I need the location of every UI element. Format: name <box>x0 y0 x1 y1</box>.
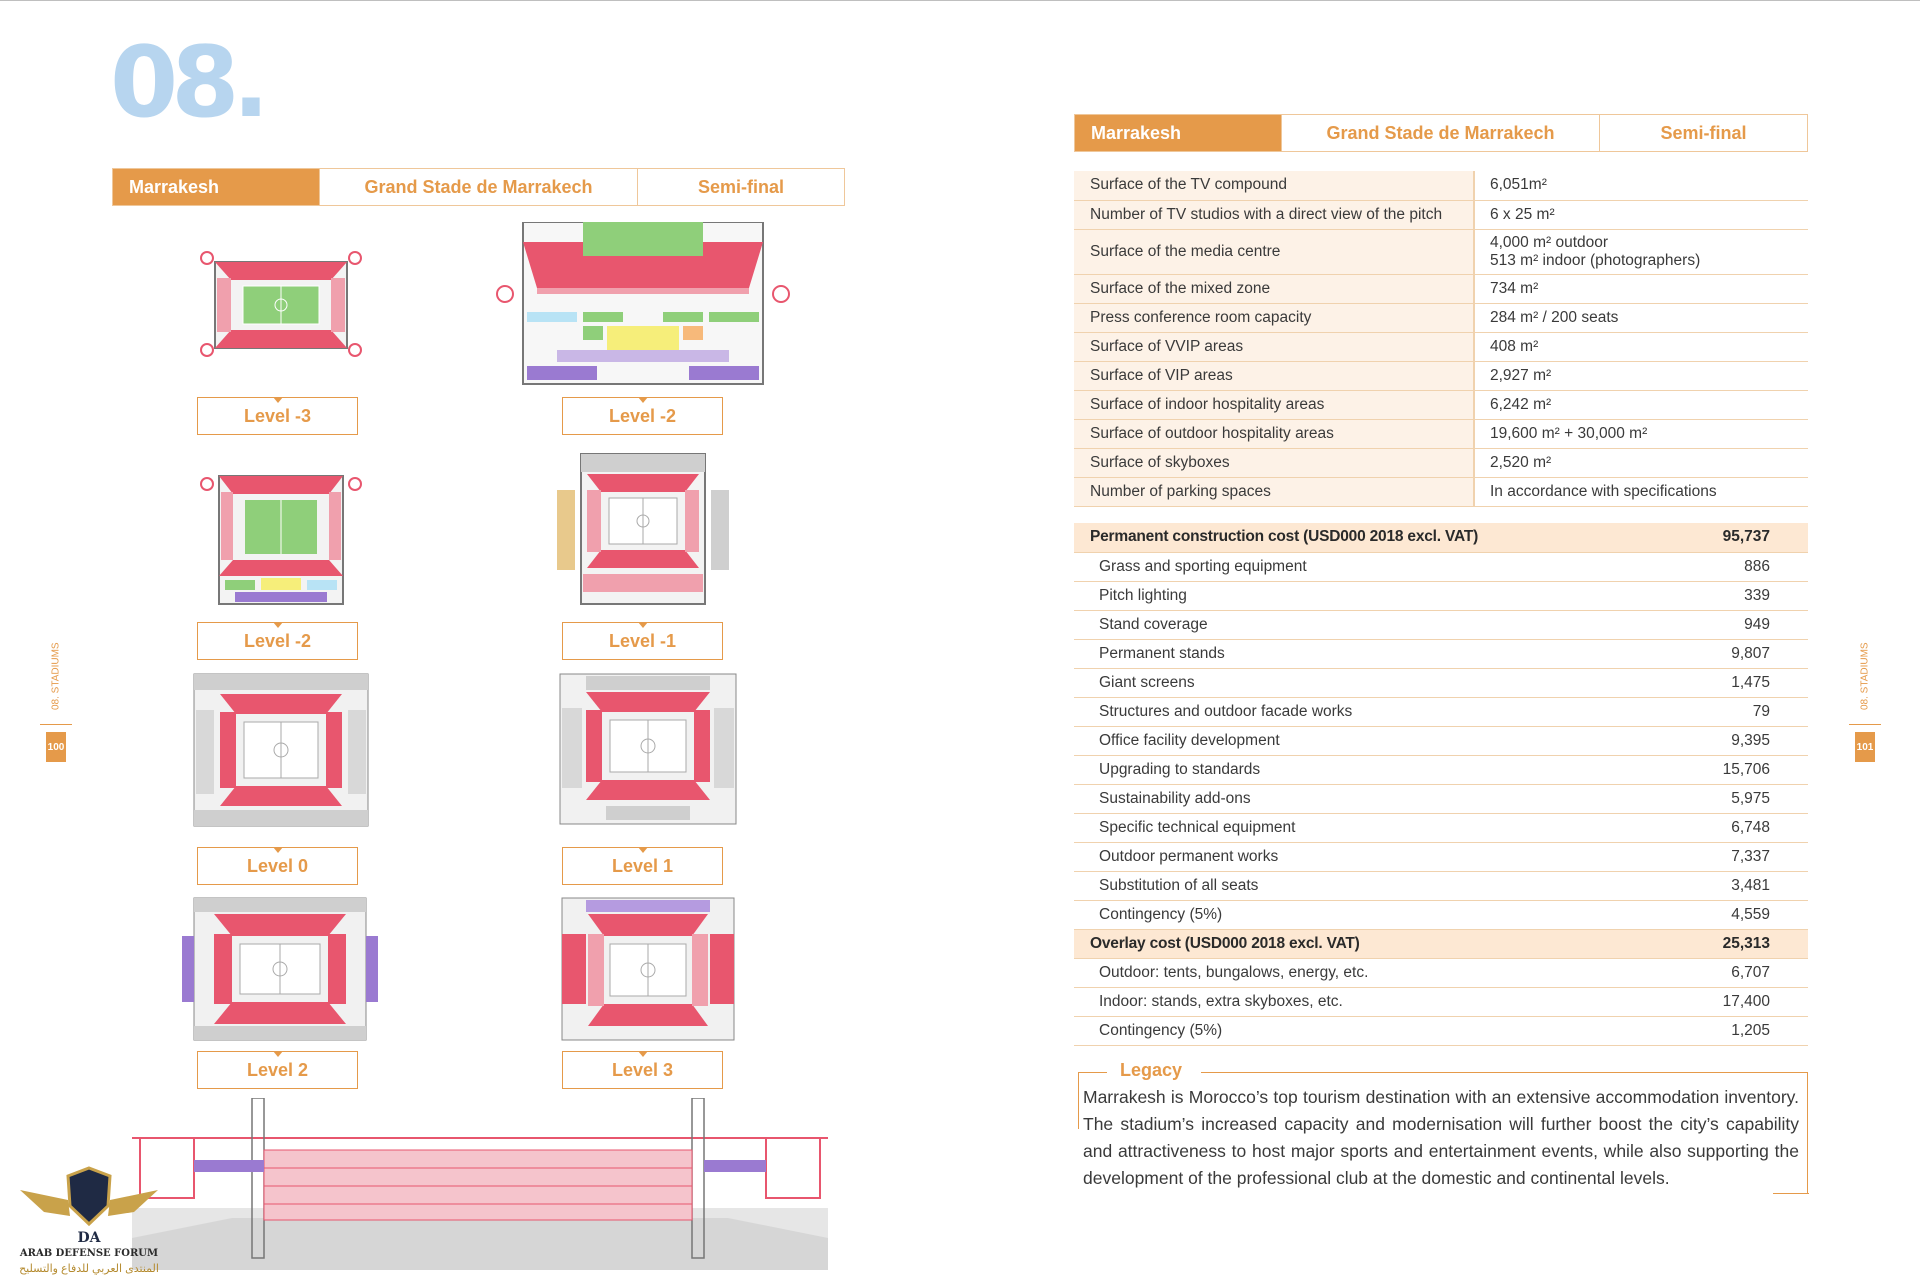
top-rule <box>0 0 1920 1</box>
header-stadium: Grand Stade de Marrakech <box>1281 115 1599 151</box>
cost-label: Permanent construction cost (USD000 2018 excl. VAT) <box>1074 523 1680 552</box>
table-row <box>1074 477 1808 506</box>
plan-level-m2-large <box>487 222 799 388</box>
side-label: 08. STADIUMS <box>50 642 62 710</box>
logo-name: ARAB DEFENSE FORUM <box>19 1248 159 1259</box>
table-row <box>1074 303 1808 332</box>
level-label: Level -2 <box>562 397 723 435</box>
cost-row <box>1074 639 1808 668</box>
row-label: Surface of VVIP areas <box>1074 332 1474 361</box>
row-label: Number of TV studios with a direct view of the pitch <box>1074 200 1474 229</box>
cost-row <box>1074 958 1808 987</box>
row-label: Surface of VIP areas <box>1074 361 1474 390</box>
row-value: 6,051m² <box>1474 171 1808 200</box>
cost-row <box>1074 697 1808 726</box>
cost-label: Outdoor permanent works <box>1074 842 1680 871</box>
row-value-line: 513 m² indoor (photographers) <box>1490 251 1701 269</box>
cost-value: 6,748 <box>1680 813 1808 842</box>
cost-row <box>1074 726 1808 755</box>
level-label: Level 1 <box>562 847 723 885</box>
level-label: Level 0 <box>197 847 358 885</box>
table-row <box>1074 229 1808 274</box>
plan-level-m1 <box>553 450 739 610</box>
cost-value: 886 <box>1680 552 1808 581</box>
row-value: 408 m² <box>1474 332 1808 361</box>
plan-level-0 <box>190 670 372 830</box>
row-label: Surface of the mixed zone <box>1074 274 1474 303</box>
cost-row <box>1074 552 1808 581</box>
row-value: 2,520 m² <box>1474 448 1808 477</box>
table-row <box>1074 390 1808 419</box>
cost-row <box>1074 1016 1808 1045</box>
row-label: Press conference room capacity <box>1074 303 1474 332</box>
cost-label: Contingency (5%) <box>1074 1016 1680 1045</box>
cost-label: Giant screens <box>1074 668 1680 697</box>
cost-row <box>1074 842 1808 871</box>
cost-label: Office facility development <box>1074 726 1680 755</box>
cost-label: Upgrading to standards <box>1074 755 1680 784</box>
row-label: Surface of the media centre <box>1074 229 1474 274</box>
cost-row <box>1074 610 1808 639</box>
cost-row <box>1074 987 1808 1016</box>
plan-level-m2-small <box>195 456 367 610</box>
cost-label: Outdoor: tents, bungalows, energy, etc. <box>1074 958 1680 987</box>
cost-label: Structures and outdoor facade works <box>1074 697 1680 726</box>
cost-label: Stand coverage <box>1074 610 1680 639</box>
header-city: Marrakesh <box>113 169 319 205</box>
row-label: Surface of indoor hospitality areas <box>1074 390 1474 419</box>
table-row <box>1074 448 1808 477</box>
cost-value: 9,395 <box>1680 726 1808 755</box>
cost-total-row <box>1074 523 1808 552</box>
cost-value: 79 <box>1680 697 1808 726</box>
header-stage: Semi-final <box>637 169 844 205</box>
eagle-shield-icon <box>14 1160 164 1246</box>
side-label: 08. STADIUMS <box>1859 642 1871 710</box>
level-label: Level 2 <box>197 1051 358 1089</box>
cost-value: 339 <box>1680 581 1808 610</box>
row-value-line: 4,000 m² outdoor <box>1490 233 1609 251</box>
cost-label: Contingency (5%) <box>1074 900 1680 929</box>
row-value: 2,927 m² <box>1474 361 1808 390</box>
cost-value: 95,737 <box>1680 523 1808 552</box>
cost-row <box>1074 668 1808 697</box>
table-row <box>1074 200 1808 229</box>
row-value: 19,600 m² + 30,000 m² <box>1474 419 1808 448</box>
watermark-logo <box>14 1160 164 1280</box>
row-label: Surface of outdoor hospitality areas <box>1074 419 1474 448</box>
stadium-section-view <box>132 1098 828 1270</box>
cost-value: 25,313 <box>1680 929 1808 958</box>
table-row <box>1074 332 1808 361</box>
cost-value: 4,559 <box>1680 900 1808 929</box>
level-label: Level -3 <box>197 397 358 435</box>
cost-row <box>1074 813 1808 842</box>
cost-label: Sustainability add-ons <box>1074 784 1680 813</box>
header-stage: Semi-final <box>1599 115 1807 151</box>
page-number-left: 100 <box>46 732 66 762</box>
cost-table <box>1074 523 1808 1046</box>
cost-row <box>1074 755 1808 784</box>
logo-arabic-name: المنتدى العربي للدفاع والتسليح <box>19 1263 159 1275</box>
cost-label: Substitution of all seats <box>1074 871 1680 900</box>
cost-value: 1,205 <box>1680 1016 1808 1045</box>
table-row <box>1074 171 1808 200</box>
legacy-text: Marrakesh is Morocco’s top tourism destination with an extensive accommodation inventory. The stadium’s increased capacity and modernisation will further boost the city’s capability and attractiveness to host major sports and entertainment events, while also supporting the development of the professional club at the domestic and continental levels. <box>1083 1087 1799 1188</box>
row-label: Number of parking spaces <box>1074 477 1474 506</box>
cost-label: Pitch lighting <box>1074 581 1680 610</box>
cost-value: 17,400 <box>1680 987 1808 1016</box>
level-label: Level 3 <box>562 1051 723 1089</box>
level-label: Level -2 <box>197 622 358 660</box>
row-value <box>1474 229 1808 274</box>
cost-total-row <box>1074 929 1808 958</box>
cost-label: Overlay cost (USD000 2018 excl. VAT) <box>1074 929 1680 958</box>
header-stadium: Grand Stade de Marrakech <box>319 169 637 205</box>
row-label: Surface of the TV compound <box>1074 171 1474 200</box>
page-number-right: 101 <box>1855 732 1875 762</box>
cost-value: 6,707 <box>1680 958 1808 987</box>
chapter-number: 08. <box>110 26 263 140</box>
header-city: Marrakesh <box>1075 115 1281 151</box>
row-label: Surface of skyboxes <box>1074 448 1474 477</box>
row-value: 284 m² / 200 seats <box>1474 303 1808 332</box>
level-label: Level -1 <box>562 622 723 660</box>
row-value: 6 x 25 m² <box>1474 200 1808 229</box>
side-rule <box>1849 724 1881 725</box>
legacy-title: Legacy <box>1120 1060 1183 1080</box>
cost-value: 9,807 <box>1680 639 1808 668</box>
plan-level-2 <box>180 894 380 1044</box>
row-value: 6,242 m² <box>1474 390 1808 419</box>
row-value: In accordance with specifications <box>1474 477 1808 506</box>
cost-value: 7,337 <box>1680 842 1808 871</box>
cost-row <box>1074 581 1808 610</box>
cost-row <box>1074 900 1808 929</box>
cost-value: 3,481 <box>1680 871 1808 900</box>
cost-label: Specific technical equipment <box>1074 813 1680 842</box>
cost-row <box>1074 784 1808 813</box>
plan-level-m3 <box>195 250 367 360</box>
cost-value: 15,706 <box>1680 755 1808 784</box>
table-row <box>1074 274 1808 303</box>
cost-value: 5,975 <box>1680 784 1808 813</box>
cost-row <box>1074 871 1808 900</box>
facilities-table <box>1074 171 1808 507</box>
logo-abbr: DA <box>77 1230 101 1246</box>
cost-label: Grass and sporting equipment <box>1074 552 1680 581</box>
cost-label: Permanent stands <box>1074 639 1680 668</box>
plan-level-3 <box>558 894 738 1044</box>
row-value: 734 m² <box>1474 274 1808 303</box>
side-rule <box>40 724 72 725</box>
cost-label: Indoor: stands, extra skyboxes, etc. <box>1074 987 1680 1016</box>
cost-value: 1,475 <box>1680 668 1808 697</box>
cost-value: 949 <box>1680 610 1808 639</box>
plan-level-1 <box>556 670 740 830</box>
right-header-bar <box>1074 114 1808 152</box>
table-row <box>1074 361 1808 390</box>
left-header-bar <box>112 168 845 206</box>
table-row <box>1074 419 1808 448</box>
